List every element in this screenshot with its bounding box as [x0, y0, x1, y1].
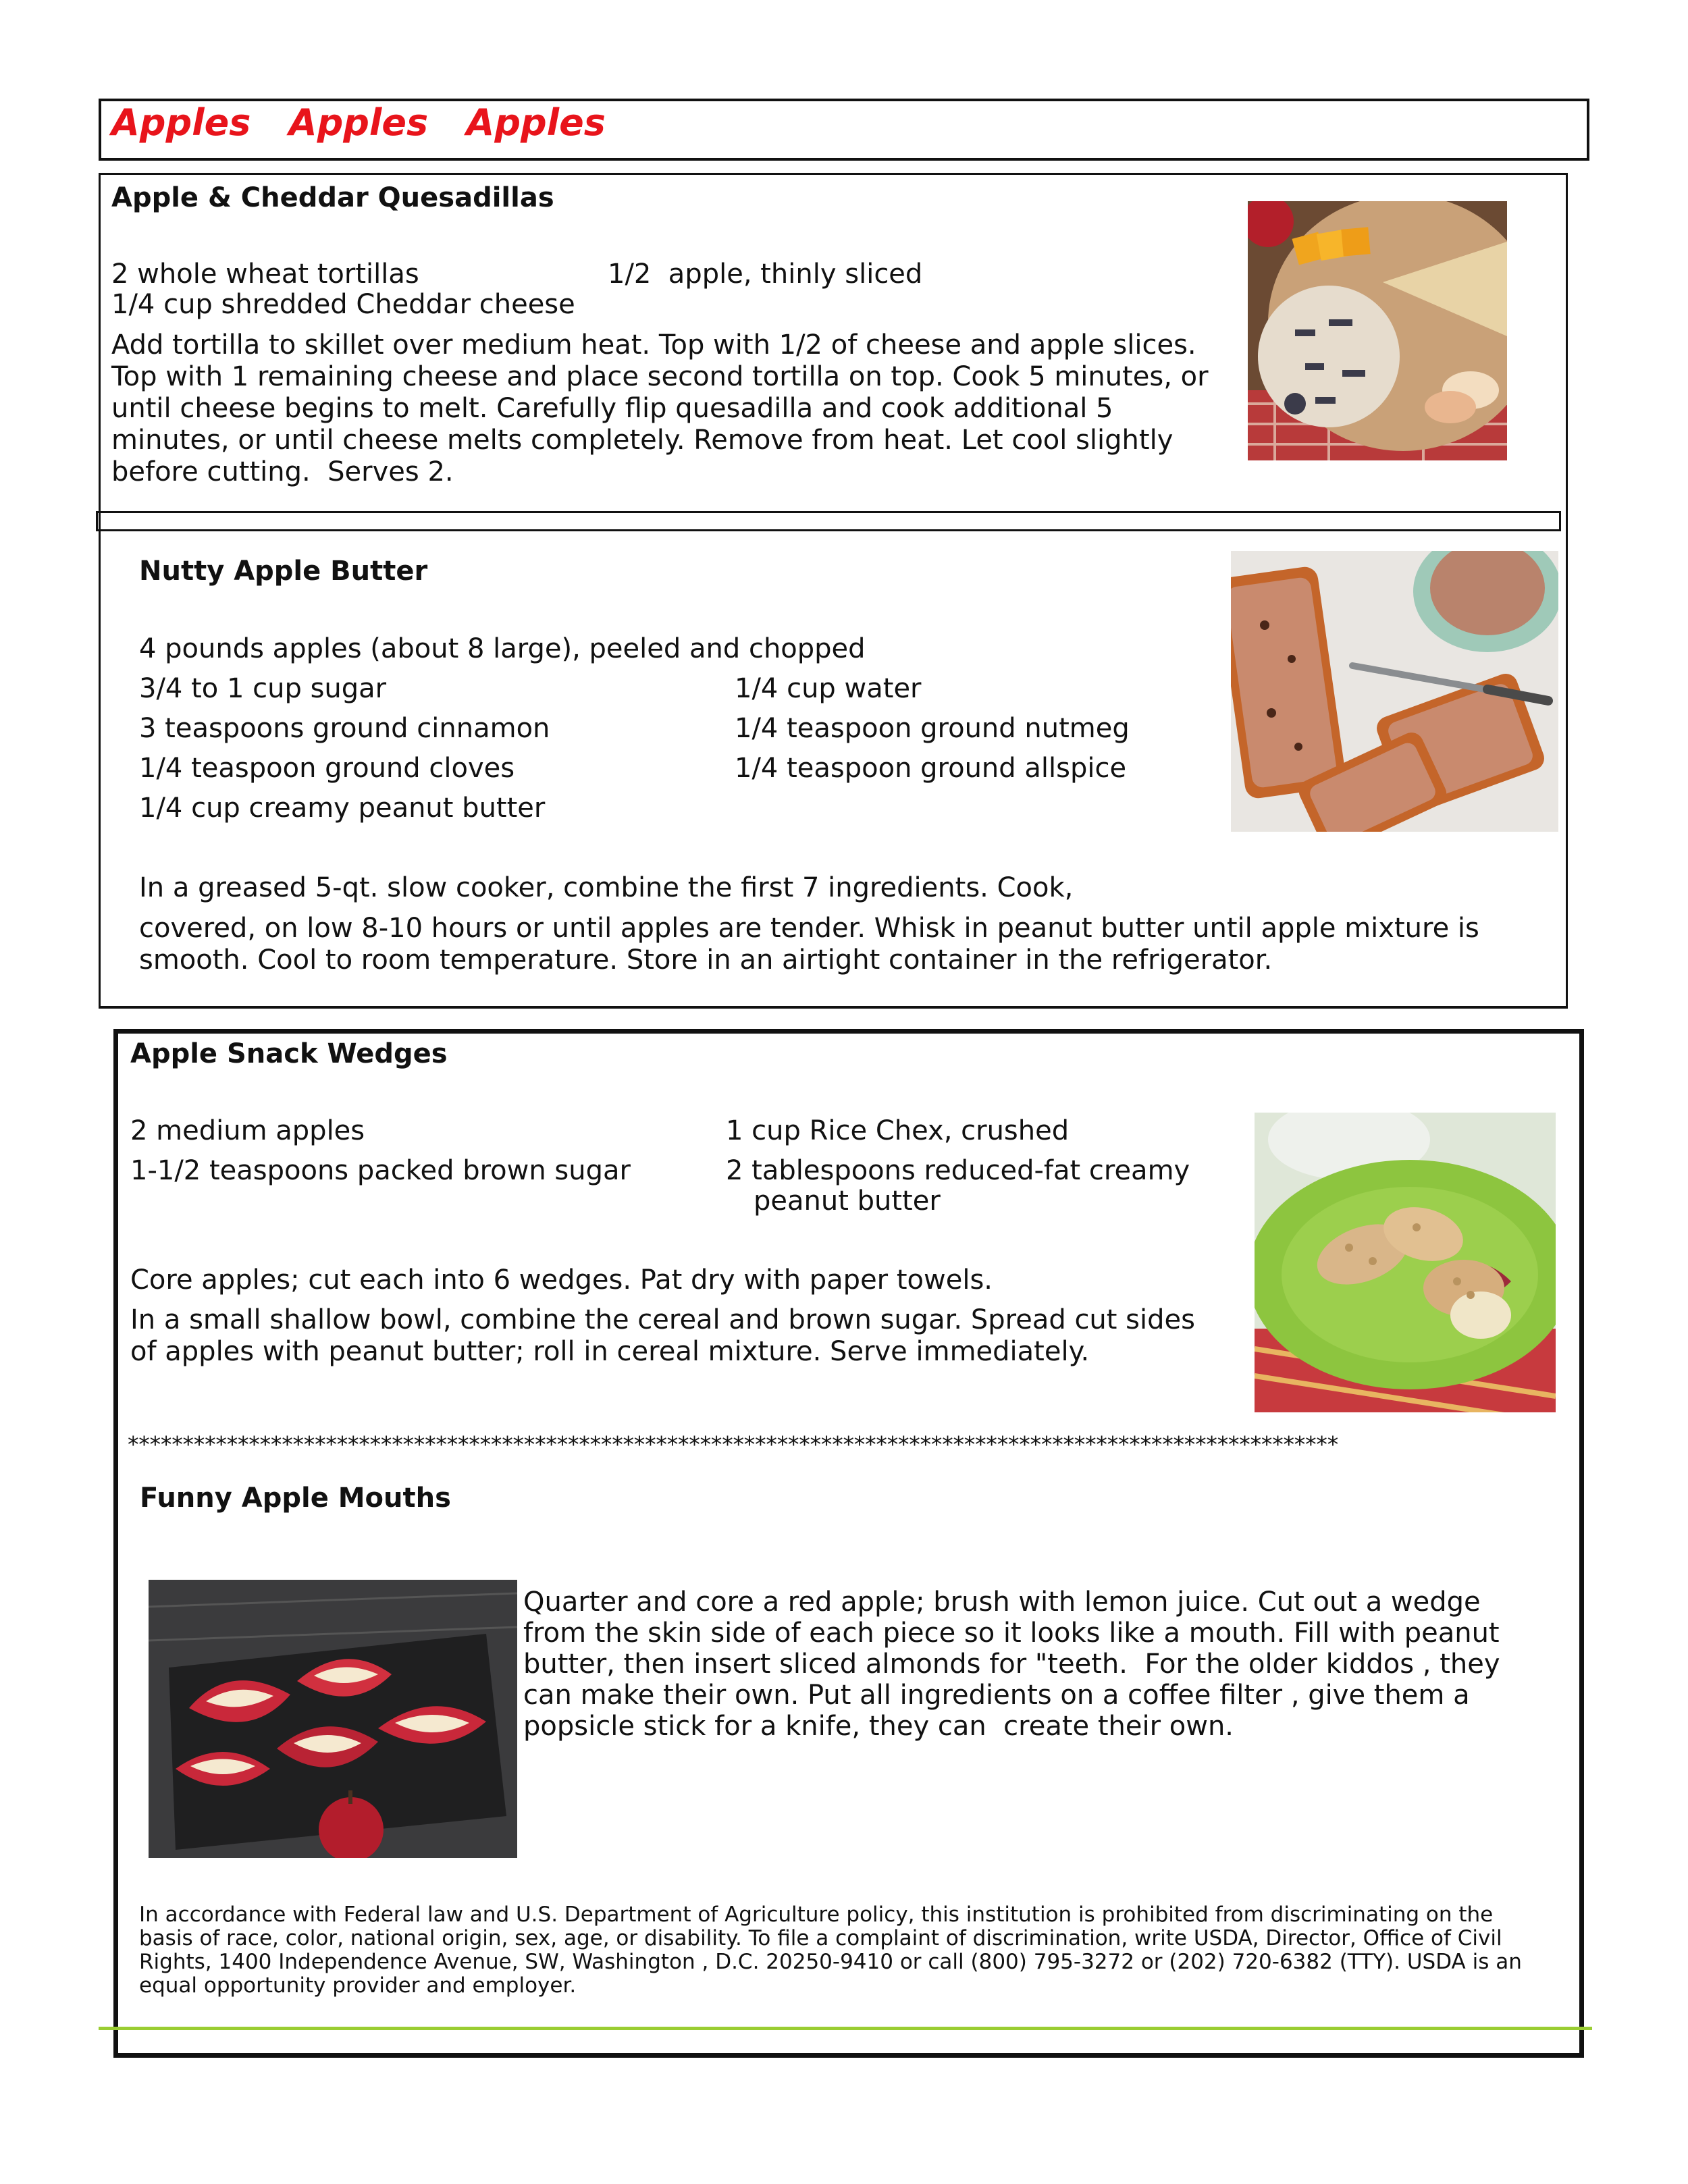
apple-butter-ingredient: 1/4 teaspoon ground nutmeg: [735, 713, 1130, 744]
nondiscrimination-statement-line: equal opportunity provider and employer.: [139, 1973, 577, 1998]
apple-butter-ingredient: 1/4 teaspoon ground cloves: [139, 753, 515, 784]
apple-butter-ingredient: 3 teaspoons ground cinnamon: [139, 713, 550, 744]
apple-butter-direction-line: covered, on low 8-10 hours or until apples are tender. Whisk in peanut butter until apple mixture is: [139, 913, 1479, 944]
apple-mouths-direction-line: Quarter and core a red apple; brush with lemon juice. Cut out a wedge: [523, 1587, 1481, 1618]
snack-wedges-title: Apple Snack Wedges: [130, 1038, 448, 1069]
quesadilla-title: Apple & Cheddar Quesadillas: [111, 182, 554, 213]
apple-butter-direction-line: In a greased 5-qt. slow cooker, combine the first 7 ingredients. Cook,: [139, 872, 1074, 903]
apple-mouths-direction-line: popsicle stick for a knife, they can create their own.: [523, 1711, 1234, 1742]
footer-rule: [99, 2027, 1592, 2030]
apple-mouths-photo: [149, 1580, 517, 1858]
nondiscrimination-statement-line: In accordance with Federal law and U.S. Department of Agriculture policy, this institution is prohibited from discriminating on the: [139, 1902, 1494, 1927]
snack-wedges-direction-line: of apples with peanut butter; roll in cereal mixture. Serve immediately.: [130, 1336, 1090, 1367]
snack-wedges-photo: [1255, 1113, 1556, 1412]
quesadilla-direction-line: Add tortilla to skillet over medium heat. Top with 1/2 of cheese and apple slices.: [111, 329, 1196, 361]
nondiscrimination-statement-line: basis of race, color, national origin, sex, age, or disability. To file a complaint of discrimination, write USDA, Director, Office of Civil: [139, 1926, 1502, 1950]
quesadilla-ingredient: 1/2 apple, thinly sliced: [608, 259, 923, 290]
apple-mouths-direction-line: butter, then insert sliced almonds for "teeth. For the older kiddos , they: [523, 1649, 1500, 1680]
snack-wedges-direction-line: Core apples; cut each into 6 wedges. Pat dry with paper towels.: [130, 1264, 993, 1296]
apple-butter-ingredient: 1/4 teaspoon ground allspice: [735, 753, 1127, 784]
nondiscrimination-statement-line: Rights, 1400 Independence Avenue, SW, Washington , D.C. 20250-9410 or call (800) 795-3272 or (202) 720-6382 (TTY). USDA is an: [139, 1950, 1522, 1974]
page-title: Apples Apples Apples: [111, 101, 606, 144]
apple-butter-ingredient: 3/4 to 1 cup sugar: [139, 673, 387, 704]
apple-butter-ingredient: 4 pounds apples (about 8 large), peeled and chopped: [139, 633, 866, 664]
snack-wedges-ingredient: 1 cup Rice Chex, crushed: [726, 1115, 1070, 1146]
apple-mouths-direction-line: from the skin side of each piece so it looks like a mouth. Fill with peanut: [523, 1618, 1500, 1649]
snack-wedges-ingredient: 1-1/2 teaspoons packed brown sugar: [130, 1155, 631, 1186]
apple-butter-ingredient: 1/4 cup water: [735, 673, 922, 704]
quesadilla-direction-line: Top with 1 remaining cheese and place second tortilla on top. Cook 5 minutes, or: [111, 361, 1209, 392]
star-separator: **************************************************************************************************************: [128, 1431, 1339, 1458]
quesadilla-direction-line: before cutting. Serves 2.: [111, 456, 454, 487]
apple-butter-ingredient: 1/4 cup creamy peanut butter: [139, 793, 546, 824]
apple-butter-title: Nutty Apple Butter: [139, 556, 428, 587]
snack-wedges-ingredient: peanut butter: [754, 1186, 941, 1217]
quesadilla-direction-line: until cheese begins to melt. Carefully flip quesadilla and cook additional 5: [111, 393, 1113, 424]
apple-mouths-direction-line: can make their own. Put all ingredients on a coffee filter , give them a: [523, 1680, 1470, 1711]
snack-wedges-ingredient: 2 medium apples: [130, 1115, 365, 1146]
apple-butter-direction-line: smooth. Cool to room temperature. Store in an airtight container in the refrigerator.: [139, 944, 1273, 976]
quesadilla-ingredient: 2 whole wheat tortillas: [111, 259, 419, 290]
apple-mouths-title: Funny Apple Mouths: [140, 1483, 451, 1514]
quesadilla-ingredient: 1/4 cup shredded Cheddar cheese: [111, 289, 575, 320]
section-divider: [96, 511, 1561, 531]
quesadilla-box-bottom: [99, 1006, 1568, 1008]
snack-wedges-direction-line: In a small shallow bowl, combine the cereal and brown sugar. Spread cut sides: [130, 1304, 1195, 1335]
snack-wedges-ingredient: 2 tablespoons reduced-fat creamy: [726, 1155, 1190, 1186]
apple-butter-photo: [1231, 551, 1558, 832]
quesadilla-direction-line: minutes, or until cheese melts completely. Remove from heat. Let cool slightly: [111, 425, 1173, 456]
quesadilla-photo: [1248, 201, 1507, 460]
